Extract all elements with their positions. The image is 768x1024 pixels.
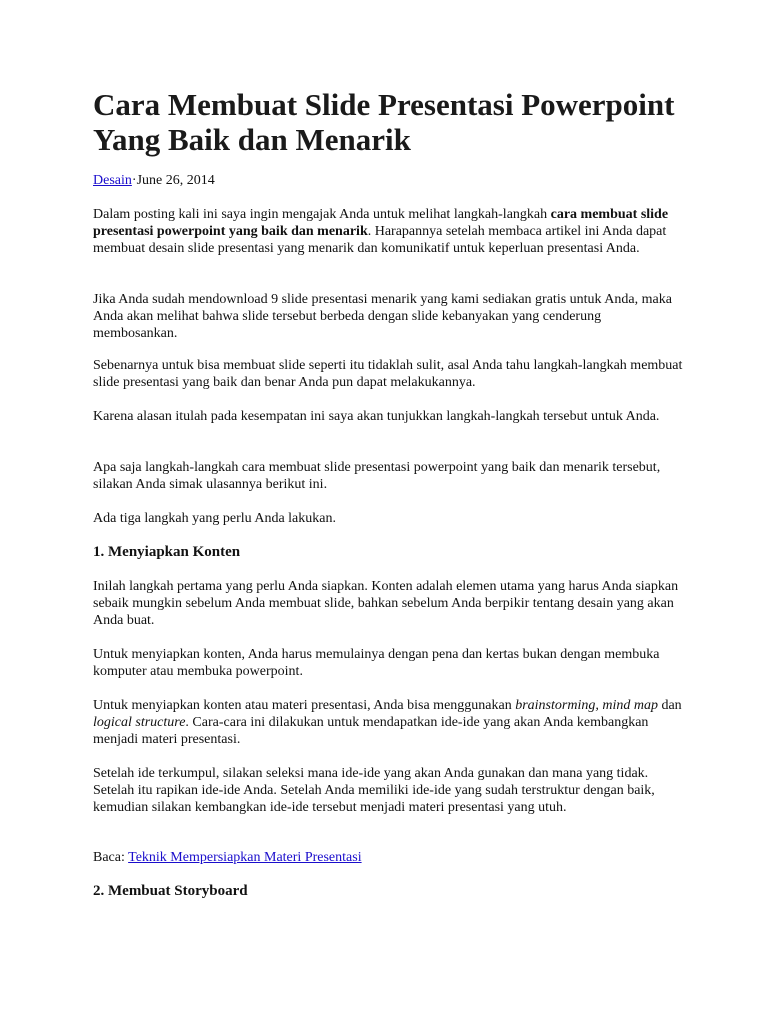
italic-term: brainstorming, mind map [515, 698, 658, 713]
article-date: June 26, 2014 [136, 173, 215, 188]
meta-separator: · [131, 173, 137, 188]
paragraph-text: dan [657, 698, 682, 713]
section-heading-1: 1. Menyiapkan Konten [93, 544, 241, 560]
related-article-link[interactable]: Teknik Mempersiapkan Materi Presentasi [128, 850, 362, 865]
paragraph-tiga-langkah: Ada tiga langkah yang perlu Anda lakukan. [93, 511, 336, 526]
paragraph-text: Untuk menyiapkan konten atau materi presentasi, Anda bisa menggunakan [93, 698, 516, 713]
article-meta [93, 172, 215, 189]
baca-label: Baca: [93, 850, 129, 865]
section-heading-2: 2. Membuat Storyboard [93, 883, 248, 899]
paragraph-intro [93, 206, 683, 257]
paragraph-baca [93, 849, 683, 866]
paragraph-text: . Cara-cara ini dilakukan untuk mendapatkan ide-ide yang akan Anda kembangkan menjadi materi presentasi. [93, 715, 649, 747]
article-title: Cara Membuat Slide Presentasi Powerpoint Yang Baik dan Menarik [93, 87, 675, 157]
paragraph-sebenarnya: Sebenarnya untuk bisa membuat slide seperti itu tidaklah sulit, asal Anda tahu langkah-langkah membuat slide presentasi yang baik dan benar Anda pun dapat melakukannya. [93, 358, 683, 390]
italic-term: logical structure [93, 715, 186, 730]
paragraph-apa-saja: Apa saja langkah-langkah cara membuat slide presentasi powerpoint yang baik dan menarik tersebut, silakan Anda simak ulasannya berikut ini. [93, 460, 661, 492]
paragraph-text: Dalam posting kali ini saya ingin mengajak Anda untuk melihat langkah-langkah [93, 207, 551, 222]
paragraph-materi [93, 697, 683, 748]
category-link[interactable]: Desain [93, 173, 132, 188]
bold-keyword: cara membuat slide presentasi powerpoint yang baik dan menarik [93, 207, 669, 239]
paragraph-download: Jika Anda sudah mendownload 9 slide presentasi menarik yang kami sediakan gratis untuk Anda, maka Anda akan melihat bahwa slide tersebut berbeda dengan slide kebanyakan yang cenderung membosankan. [93, 292, 672, 341]
paragraph-setelah-ide: Setelah ide terkumpul, silakan seleksi mana ide-ide yang akan Anda gunakan dan mana yang tidak. Setelah itu rapikan ide-ide Anda. Setelah Anda memiliki ide-ide yang sudah terstruktur dengan baik, kemudian silakan kembangkan ide-ide tersebut menjadi materi presentasi yang utuh. [93, 766, 655, 815]
paragraph-karena: Karena alasan itulah pada kesempatan ini saya akan tunjukkan langkah-langkah tersebut untuk Anda. [93, 409, 660, 424]
paragraph-untuk-menyiapkan: Untuk menyiapkan konten, Anda harus memulainya dengan pena dan kertas bukan dengan membuka komputer atau membuka powerpoint. [93, 647, 660, 679]
paragraph-inilah: Inilah langkah pertama yang perlu Anda siapkan. Konten adalah elemen utama yang harus Anda siapkan sebaik mungkin sebelum Anda membuat slide, bahkan sebelum Anda berpikir tentang desain yang akan Anda buat. [93, 579, 679, 628]
paragraph-text: . Harapannya setelah membaca artikel ini Anda dapat membuat desain slide presentasi yang menarik dan komunikatif untuk keperluan presentasi Anda. [93, 224, 667, 256]
